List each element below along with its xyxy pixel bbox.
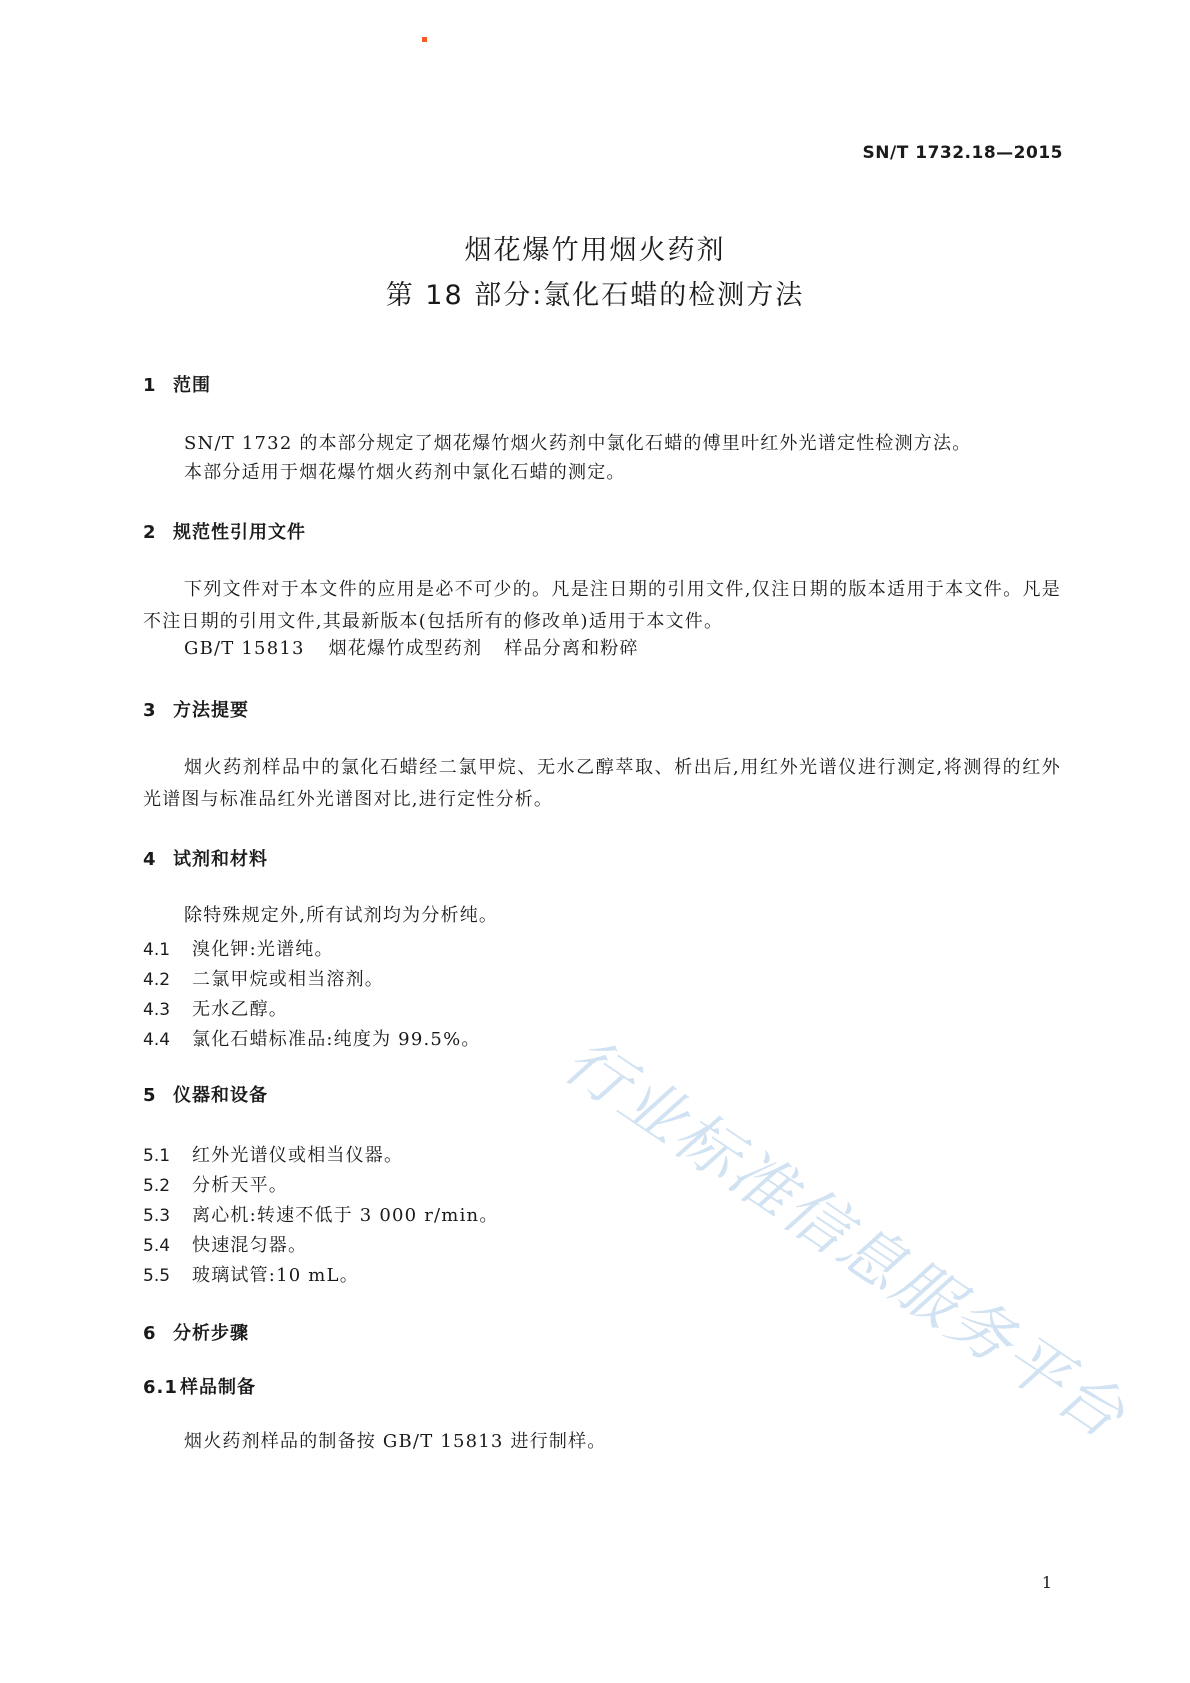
section-6-heading: 6 分析步骤 xyxy=(143,1323,249,1344)
list-item: 5.4 快速混匀器。 xyxy=(143,1235,308,1256)
document-subtitle: 第 18 部分:氯化石蜡的检测方法 xyxy=(385,280,805,311)
list-item: 4.3 无水乙醇。 xyxy=(143,999,288,1020)
reference-subtitle: 样品分离和粉碎 xyxy=(504,638,639,659)
section-2-heading: 2 规范性引用文件 xyxy=(143,522,306,543)
list-item: 5.3 离心机:转速不低于 3 000 r/min。 xyxy=(143,1205,499,1226)
list-item: 5.1 红外光谱仪或相当仪器。 xyxy=(143,1145,404,1166)
section-5-heading: 5 仪器和设备 xyxy=(143,1085,268,1106)
standard-number: SN/T 1732.18—2015 xyxy=(862,143,1063,163)
section-4-intro: 除特殊规定外,所有试剂均为分析纯。 xyxy=(184,905,499,926)
list-item: 4.2 二氯甲烷或相当溶剂。 xyxy=(143,969,384,990)
document-title: 烟花爆竹用烟火药剂 xyxy=(464,235,726,266)
list-item: 5.5 玻璃试管:10 mL。 xyxy=(143,1265,359,1286)
section-6-1-paragraph: 烟火药剂样品的制备按 GB/T 15813 进行制样。 xyxy=(184,1431,607,1452)
section-1-heading: 1 范围 xyxy=(143,375,211,396)
normative-reference xyxy=(184,633,639,665)
section-1-paragraph-1: SN/T 1732 的本部分规定了烟花爆竹烟火药剂中氯化石蜡的傅里叶红外光谱定性检测方法。 xyxy=(184,433,972,454)
list-item: 5.2 分析天平。 xyxy=(143,1175,288,1196)
print-mark xyxy=(422,37,427,42)
section-1-paragraph-2: 本部分适用于烟花爆竹烟火药剂中氯化石蜡的测定。 xyxy=(184,462,626,483)
reference-title: 烟花爆竹成型药剂 xyxy=(328,638,483,659)
watermark: 行业标准信息服务平台 xyxy=(551,1023,1140,1454)
page-number: 1 xyxy=(1041,1573,1052,1592)
list-item: 4.4 氯化石蜡标准品:纯度为 99.5%。 xyxy=(143,1029,481,1050)
section-4-heading: 4 试剂和材料 xyxy=(143,849,268,870)
section-2-paragraph: 下列文件对于本文件的应用是必不可少的。凡是注日期的引用文件,仅注日期的版本适用于本文件。凡是不注日期的引用文件,其最新版本(包括所有的修改单)适用于本文件。 xyxy=(143,579,1061,632)
section-6-1-heading: 6.1 样品制备 xyxy=(143,1377,256,1398)
section-3-paragraph: 烟火药剂样品中的氯化石蜡经二氯甲烷、无水乙醇萃取、析出后,用红外光谱仪进行测定,将测得的红外光谱图与标准品红外光谱图对比,进行定性分析。 xyxy=(143,757,1061,810)
section-3-heading: 3 方法提要 xyxy=(143,700,249,721)
list-item: 4.1 溴化钾:光谱纯。 xyxy=(143,939,334,960)
reference-code: GB/T 15813 xyxy=(184,638,305,659)
